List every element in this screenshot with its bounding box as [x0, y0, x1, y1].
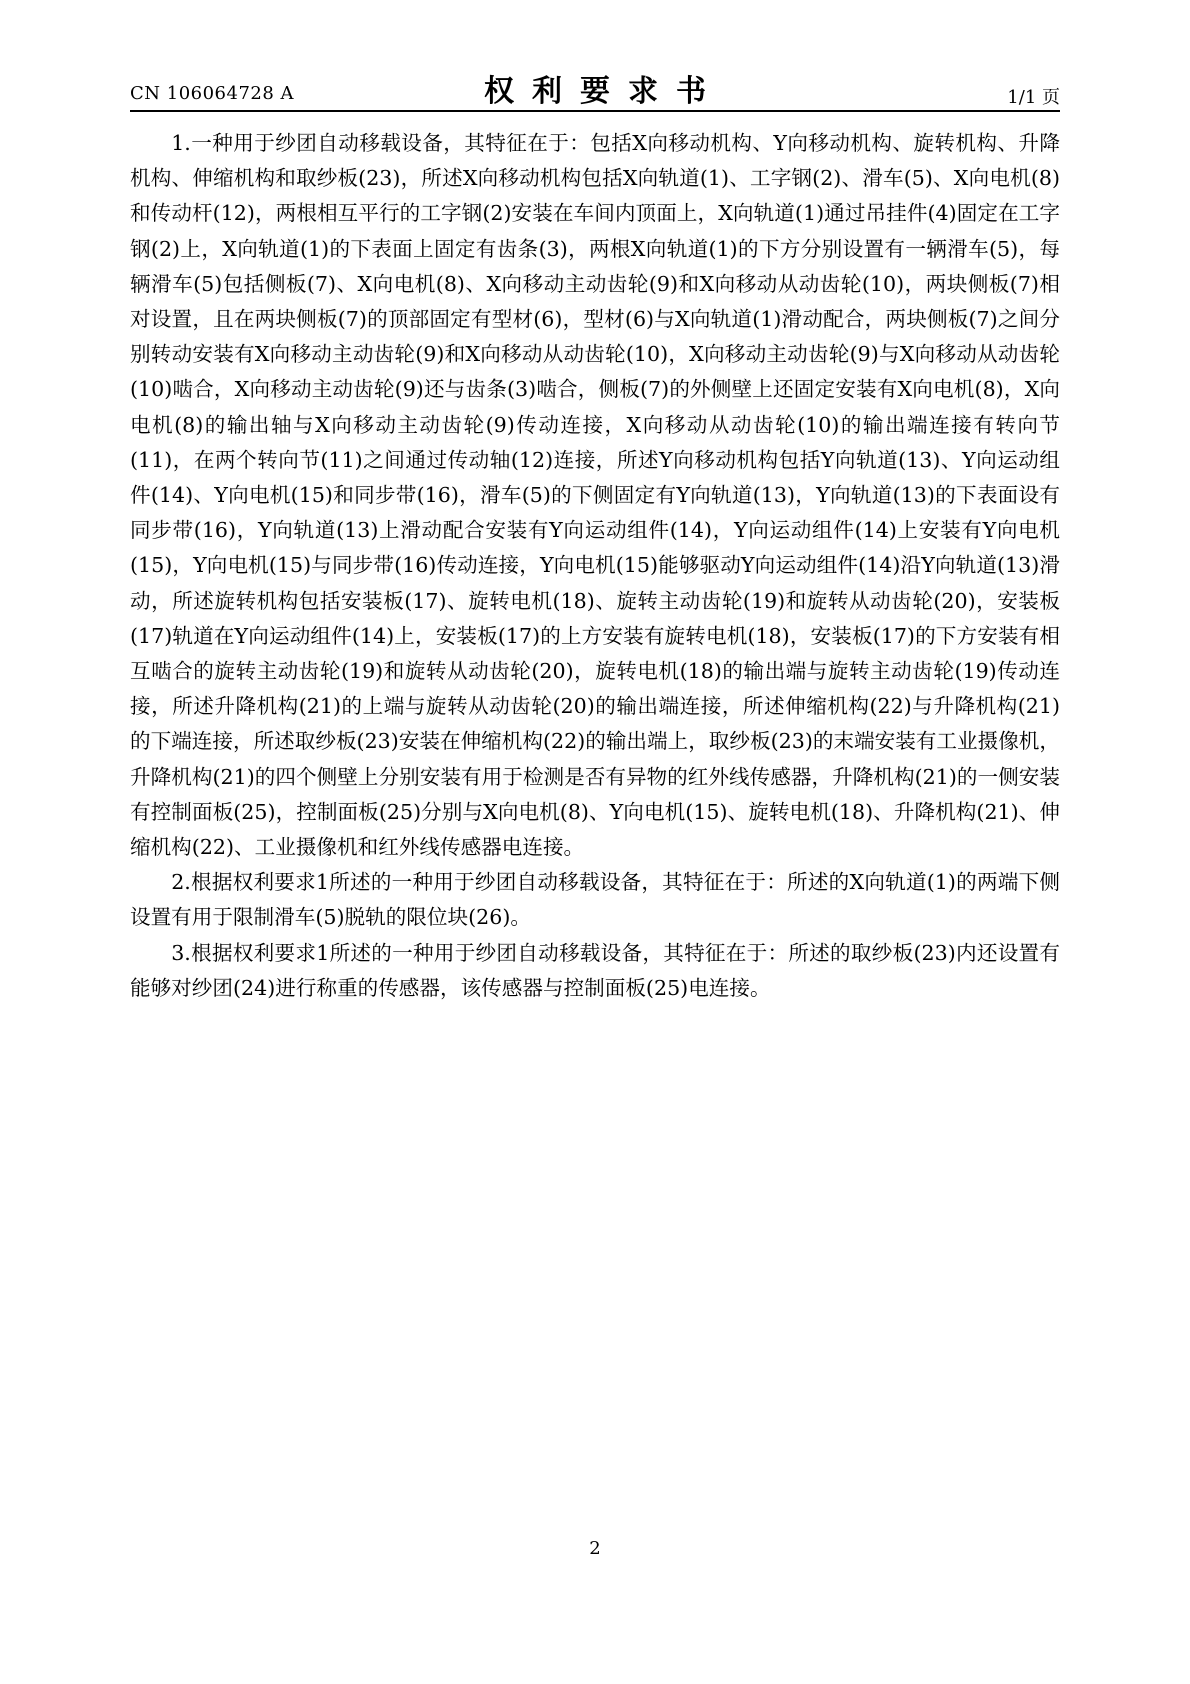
claim-1: 1.一种用于纱团自动移载设备，其特征在于：包括X向移动机构、Y向移动机构、旋转机构、升降机构、伸缩机构和取纱板(23)，所述X向移动机构包括X向轨道(1)、工字钢(2)、滑车(5)、X向电机(8)和传动杆(12)，两根相互平行的工字钢(2)安装在车间内顶面上，X向轨道(1)通过吊挂件(4)固定在工字钢(2)上，X向轨道(1)的下表面上固定有齿条(3)，两根X向轨道(1)的下方分别设置有一辆滑车(5)，每辆滑车(5)包括侧板(7)、X向电机(8)、X向移动主动齿轮(9)和X向移动从动齿轮(10)，两块侧板(7)相对设置，且在两块侧板(7)的顶部固定有型材(6)，型材(6)与X向轨道(1)滑动配合，两块侧板(7)之间分别转动安装有X向移动主动齿轮(9)和X向移动从动齿轮(10)，X向移动主动齿轮(9)与X向移动从动齿轮(10)啮合，X向移动主动齿轮(9)还与齿条(3)啮合，侧板(7)的外侧壁上还固定安装有X向电机(8)，X向电机(8)的输出轴与X向移动主动齿轮(9)传动连接，X向移动从动齿轮(10)的输出端连接有转向节(11)，在两个转向节(11)之间通过传动轴(12)连接，所述Y向移动机构包括Y向轨道(13)、Y向运动组件(14)、Y向电机(15)和同步带(16)，滑车(5)的下侧固定有Y向轨道(13)，Y向轨道(13)的下表面设有同步带(16)，Y向轨道(13)上滑动配合安装有Y向运动组件(14)，Y向运动组件(14)上安装有Y向电机(15)，Y向电机(15)与同步带(16)传动连接，Y向电机(15)能够驱动Y向运动组件(14)沿Y向轨道(13)滑动，所述旋转机构包括安装板(17)、旋转电机(18)、旋转主动齿轮(19)和旋转从动齿轮(20)，安装板(17)轨道在Y向运动组件(14)上，安装板(17)的上方安装有旋转电机(18)，安装板(17)的下方安装有相互啮合的旋转主动齿轮(19)和旋转从动齿轮(20)，旋转电机(18)的输出端与旋转主动齿轮(19)传动连接，所述升降机构(21)的上端与旋转从动齿轮(20)的输出端连接，所述伸缩机构(22)与升降机构(21)的下端连接，所述取纱板(23)安装在伸缩机构(22)的输出端上，取纱板(23)的末端安装有工业摄像机，升降机构(21)的四个侧壁上分别安装有用于检测是否有异物的红外线传感器，升降机构(21)的一侧安装有控制面板(25)，控制面板(25)分别与X向电机(8)、Y向电机(15)、旋转电机(18)、升降机构(21)、伸缩机构(22)、工业摄像机和红外线传感器电连接。: [130, 131, 1060, 860]
page-header: [130, 66, 1060, 112]
page-number: 2: [589, 1538, 601, 1559]
publication-number: CN 106064728 A: [130, 83, 295, 104]
page-count: 1/1 页: [1007, 87, 1060, 108]
claims-body: [130, 126, 1060, 1006]
page-footer: [0, 1538, 1190, 1559]
document-title: 权利要求书: [484, 74, 724, 109]
claim-2: 2.根据权利要求1所述的一种用于纱团自动移载设备，其特征在于：所述的X向轨道(1)的两端下侧设置有用于限制滑车(5)脱轨的限位块(26)。: [130, 870, 1060, 930]
claim-3: 3.根据权利要求1所述的一种用于纱团自动移载设备，其特征在于：所述的取纱板(23)内还设置有能够对纱团(24)进行称重的传感器，该传感器与控制面板(25)电连接。: [130, 940, 1060, 1000]
